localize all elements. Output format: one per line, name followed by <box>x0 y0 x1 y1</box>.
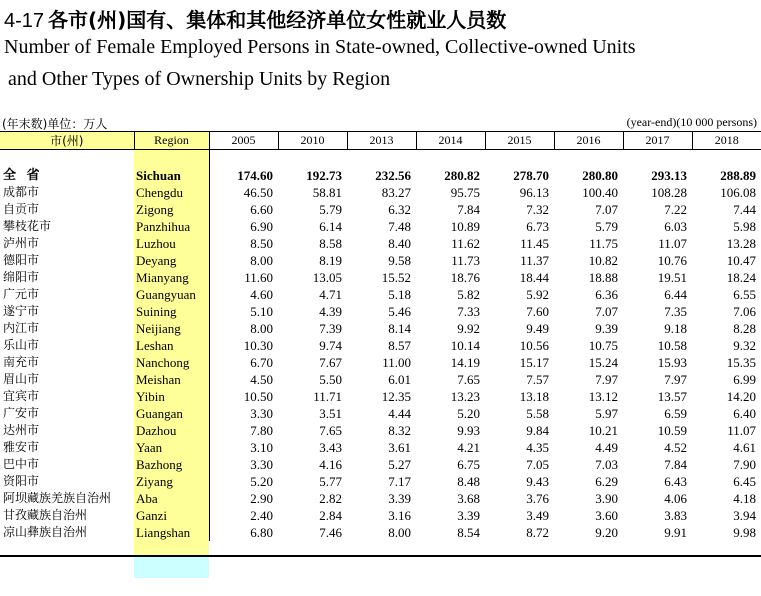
value-cell: 18.44 <box>519 270 549 285</box>
region-name-en: Leshan <box>136 338 174 353</box>
value-cell: 2.84 <box>319 508 342 523</box>
value-cell: 9.39 <box>595 321 618 336</box>
value-cell: 15.52 <box>381 270 411 285</box>
value-cell: 6.44 <box>664 287 687 302</box>
value-cell: 7.35 <box>664 304 687 319</box>
value-cell: 9.91 <box>664 525 687 540</box>
table-row <box>0 184 761 201</box>
value-cell: 3.39 <box>457 508 480 523</box>
value-cell: 18.24 <box>726 270 756 285</box>
value-cell: 7.07 <box>595 202 618 217</box>
value-cell: 4.61 <box>733 440 756 455</box>
header-region-en: Region <box>134 132 209 150</box>
value-cell: 5.97 <box>595 406 618 421</box>
value-cell: 174.60 <box>209 167 278 184</box>
value-cell: 2.40 <box>209 507 278 524</box>
region-name-en: Ganzi <box>136 508 168 523</box>
region-name-cn: 南充市 <box>3 355 40 369</box>
region-name-cn: 成都市 <box>3 185 40 199</box>
value-cell: 11.07 <box>727 423 756 438</box>
value-cell: 10.56 <box>519 338 549 353</box>
value-cell: 7.80 <box>209 422 278 439</box>
value-cell: 5.50 <box>319 372 342 387</box>
table-row <box>0 218 761 235</box>
value-cell: 6.03 <box>664 219 687 234</box>
value-cell: 4.16 <box>319 457 342 472</box>
table-number: 4-17 <box>4 10 45 32</box>
table-title-en-line2: and Other Types of Ownership Units by Region <box>8 68 391 90</box>
value-cell: 7.03 <box>595 457 618 472</box>
value-cell: 6.36 <box>595 287 618 302</box>
value-cell: 13.05 <box>312 270 342 285</box>
value-cell: 3.94 <box>733 508 756 523</box>
value-cell: 7.97 <box>664 372 687 387</box>
value-cell: 8.19 <box>319 253 342 268</box>
region-name-cn: 达州市 <box>3 423 40 437</box>
value-cell: 8.40 <box>388 236 411 251</box>
region-name-en: Luzhou <box>136 236 176 251</box>
value-cell: 7.67 <box>319 355 342 370</box>
value-cell: 5.46 <box>388 304 411 319</box>
value-cell: 3.76 <box>526 491 549 506</box>
value-cell: 10.14 <box>450 338 480 353</box>
value-cell: 9.93 <box>457 423 480 438</box>
table-row <box>0 439 761 456</box>
region-name-cn: 广安市 <box>3 406 40 420</box>
value-cell: 9.58 <box>388 253 411 268</box>
value-cell: 7.46 <box>319 525 342 540</box>
data-table <box>0 131 761 541</box>
value-cell: 10.21 <box>588 423 618 438</box>
value-cell: 4.18 <box>733 491 756 506</box>
region-name-en: Nanchong <box>136 355 190 370</box>
region-name-cn: 甘孜藏族自治州 <box>3 508 88 522</box>
value-cell: 3.68 <box>457 491 480 506</box>
region-name-en: Mianyang <box>136 270 189 285</box>
region-name-cn: 攀枝花市 <box>3 219 52 233</box>
value-cell: 9.20 <box>595 525 618 540</box>
value-cell: 5.10 <box>209 303 278 320</box>
value-cell: 5.82 <box>457 287 480 302</box>
value-cell: 4.44 <box>388 406 411 421</box>
table-row <box>0 507 761 524</box>
value-cell: 7.84 <box>664 457 687 472</box>
value-cell: 9.92 <box>457 321 480 336</box>
value-cell: 15.17 <box>519 355 549 370</box>
region-name-en: Guangan <box>136 406 183 421</box>
region-name-en: Liangshan <box>136 525 191 540</box>
value-cell: 7.57 <box>526 372 549 387</box>
value-cell: 11.45 <box>520 236 549 251</box>
value-cell: 8.54 <box>457 525 480 540</box>
value-cell: 7.65 <box>457 372 480 387</box>
value-cell: 4.49 <box>595 440 618 455</box>
region-name-cn: 广元市 <box>3 287 40 301</box>
region-name-cn: 内江市 <box>3 321 40 335</box>
value-cell: 18.88 <box>588 270 618 285</box>
value-cell: 8.32 <box>388 423 411 438</box>
header-year: 2016 <box>554 132 623 150</box>
value-cell: 6.59 <box>664 406 687 421</box>
value-cell: 6.75 <box>457 457 480 472</box>
value-cell: 14.20 <box>726 389 756 404</box>
value-cell: 18.76 <box>450 270 480 285</box>
region-name-cn: 遂宁市 <box>3 304 40 318</box>
value-cell: 9.43 <box>526 474 549 489</box>
value-cell: 7.39 <box>319 321 342 336</box>
table-row <box>0 422 761 439</box>
value-cell: 83.27 <box>381 185 411 200</box>
value-cell: 46.50 <box>209 184 278 201</box>
value-cell: 7.44 <box>733 202 756 217</box>
value-cell: 232.56 <box>375 168 411 183</box>
value-cell: 9.74 <box>319 338 342 353</box>
value-cell: 12.35 <box>381 389 411 404</box>
value-cell: 10.75 <box>588 338 618 353</box>
value-cell: 11.07 <box>658 236 687 251</box>
region-name-en: Aba <box>136 491 158 506</box>
value-cell: 96.13 <box>519 185 549 200</box>
value-cell: 10.47 <box>726 253 756 268</box>
region-name-en: Yibin <box>136 389 165 404</box>
value-cell: 8.00 <box>209 320 278 337</box>
spacer-row <box>0 150 761 168</box>
value-cell: 5.27 <box>388 457 411 472</box>
region-name-en: Chengdu <box>136 185 183 200</box>
value-cell: 11.75 <box>589 236 618 251</box>
total-row <box>0 167 761 184</box>
value-cell: 8.00 <box>209 252 278 269</box>
value-cell: 293.13 <box>651 168 687 183</box>
value-cell: 3.39 <box>388 491 411 506</box>
value-cell: 280.80 <box>582 168 618 183</box>
value-cell: 7.60 <box>526 304 549 319</box>
value-cell: 11.00 <box>382 355 411 370</box>
value-cell: 11.62 <box>451 236 480 251</box>
value-cell: 3.60 <box>595 508 618 523</box>
value-cell: 11.71 <box>313 389 342 404</box>
value-cell: 10.58 <box>657 338 687 353</box>
table-row <box>0 235 761 252</box>
unit-note-en: (year-end)(10 000 persons) <box>626 115 757 129</box>
value-cell: 106.08 <box>720 185 756 200</box>
region-name-en: Bazhong <box>136 457 183 472</box>
header-year: 2017 <box>623 132 692 150</box>
table-row <box>0 524 761 541</box>
value-cell: 11.73 <box>451 253 480 268</box>
value-cell: 8.72 <box>526 525 549 540</box>
value-cell: 4.50 <box>209 371 278 388</box>
value-cell: 6.73 <box>526 219 549 234</box>
value-cell: 7.17 <box>388 474 411 489</box>
value-cell: 7.48 <box>388 219 411 234</box>
value-cell: 8.58 <box>319 236 342 251</box>
region-name-cn: 乐山市 <box>3 338 40 352</box>
value-cell: 6.90 <box>209 218 278 235</box>
value-cell: 8.00 <box>388 525 411 540</box>
value-cell: 11.37 <box>520 253 549 268</box>
value-cell: 5.77 <box>319 474 342 489</box>
value-cell: 9.49 <box>526 321 549 336</box>
value-cell: 9.18 <box>664 321 687 336</box>
region-name-cn: 阿坝藏族羌族自治州 <box>3 491 112 505</box>
value-cell: 7.90 <box>733 457 756 472</box>
value-cell: 3.16 <box>388 508 411 523</box>
region-name-en: Ziyang <box>136 474 173 489</box>
table-row <box>0 490 761 507</box>
value-cell: 3.30 <box>209 405 278 422</box>
region-name-en: Deyang <box>136 253 177 268</box>
value-cell: 2.90 <box>209 490 278 507</box>
region-name-cn: 雅安市 <box>3 440 40 454</box>
value-cell: 4.21 <box>457 440 480 455</box>
value-cell: 4.60 <box>209 286 278 303</box>
table-row <box>0 201 761 218</box>
value-cell: 10.76 <box>657 253 687 268</box>
value-cell: 14.19 <box>450 355 480 370</box>
value-cell: 7.97 <box>595 372 618 387</box>
value-cell: 95.75 <box>450 185 480 200</box>
value-cell: 3.90 <box>595 491 618 506</box>
value-cell: 8.48 <box>457 474 480 489</box>
value-cell: 8.14 <box>388 321 411 336</box>
table-row <box>0 337 761 354</box>
region-name-cn: 泸州市 <box>3 236 40 250</box>
value-cell: 3.83 <box>664 508 687 523</box>
value-cell: 100.40 <box>582 185 618 200</box>
value-cell: 13.28 <box>726 236 756 251</box>
region-name-cn: 巴中市 <box>3 457 40 471</box>
unit-note-cn: (年末数)单位：万人 <box>2 117 108 131</box>
value-cell: 288.89 <box>720 168 756 183</box>
table-row <box>0 252 761 269</box>
region-name-cn: 自贡市 <box>3 202 40 216</box>
value-cell: 6.80 <box>209 524 278 541</box>
region-name-en: Neijiang <box>136 321 181 336</box>
value-cell: 10.89 <box>450 219 480 234</box>
value-cell: 6.43 <box>664 474 687 489</box>
header-year: 2010 <box>278 132 347 150</box>
value-cell: 6.14 <box>319 219 342 234</box>
value-cell: 5.98 <box>733 219 756 234</box>
table-row <box>0 405 761 422</box>
value-cell: 192.73 <box>306 168 342 183</box>
value-cell: 5.20 <box>457 406 480 421</box>
table-bottom-rule <box>0 555 761 557</box>
selected-cell-highlight <box>134 557 209 578</box>
header-year: 2018 <box>692 132 761 150</box>
value-cell: 278.70 <box>513 168 549 183</box>
value-cell: 5.20 <box>209 473 278 490</box>
value-cell: 7.06 <box>733 304 756 319</box>
region-name-en: Zigong <box>136 202 174 217</box>
table-row <box>0 473 761 490</box>
value-cell: 5.18 <box>388 287 411 302</box>
header-year: 2013 <box>347 132 416 150</box>
value-cell: 7.84 <box>457 202 480 217</box>
value-cell: 6.60 <box>209 201 278 218</box>
value-cell: 6.55 <box>733 287 756 302</box>
table-row <box>0 354 761 371</box>
region-name-en: Suining <box>136 304 177 319</box>
value-cell: 5.79 <box>319 202 342 217</box>
value-cell: 13.23 <box>450 389 480 404</box>
header-year: 2015 <box>485 132 554 150</box>
value-cell: 7.65 <box>319 423 342 438</box>
region-name-cn: 眉山市 <box>3 372 40 386</box>
region-name-cn: 资阳市 <box>3 474 40 488</box>
value-cell: 7.05 <box>526 457 549 472</box>
table-row <box>0 456 761 473</box>
region-name-cn: 全 省 <box>3 168 43 183</box>
header-row <box>0 132 761 150</box>
value-cell: 8.28 <box>733 321 756 336</box>
value-cell: 6.70 <box>209 354 278 371</box>
value-cell: 8.50 <box>209 235 278 252</box>
header-year: 2005 <box>209 132 278 150</box>
region-name-cn: 绵阳市 <box>3 270 40 284</box>
value-cell: 7.07 <box>595 304 618 319</box>
value-cell: 15.35 <box>726 355 756 370</box>
value-cell: 4.52 <box>664 440 687 455</box>
value-cell: 9.84 <box>526 423 549 438</box>
region-name-en: Dazhou <box>136 423 177 438</box>
value-cell: 4.06 <box>664 491 687 506</box>
value-cell: 3.49 <box>526 508 549 523</box>
value-cell: 10.30 <box>209 337 278 354</box>
value-cell: 6.40 <box>733 406 756 421</box>
region-name-en: Yaan <box>136 440 163 455</box>
value-cell: 3.10 <box>209 439 278 456</box>
value-cell: 6.01 <box>388 372 411 387</box>
value-cell: 280.82 <box>444 168 480 183</box>
table-row <box>0 371 761 388</box>
table-title-cn <box>4 4 506 33</box>
table-title-en-line1: Number of Female Employed Persons in State-owned, Collective-owned Units <box>4 36 636 58</box>
value-cell: 3.43 <box>319 440 342 455</box>
table-row <box>0 388 761 405</box>
value-cell: 7.33 <box>457 304 480 319</box>
value-cell: 6.32 <box>388 202 411 217</box>
region-name-cn: 宜宾市 <box>3 389 40 403</box>
header-region-cn: 市(州) <box>0 132 134 150</box>
value-cell: 5.79 <box>595 219 618 234</box>
value-cell: 7.32 <box>526 202 549 217</box>
value-cell: 9.32 <box>733 338 756 353</box>
value-cell: 7.22 <box>664 202 687 217</box>
value-cell: 4.39 <box>319 304 342 319</box>
value-cell: 13.18 <box>519 389 549 404</box>
value-cell: 108.28 <box>651 185 687 200</box>
table-row <box>0 320 761 337</box>
header-year: 2014 <box>416 132 485 150</box>
region-name-en: Panzhihua <box>136 219 191 234</box>
value-cell: 4.71 <box>319 287 342 302</box>
value-cell: 6.99 <box>733 372 756 387</box>
value-cell: 6.45 <box>733 474 756 489</box>
value-cell: 5.58 <box>526 406 549 421</box>
region-name-cn: 凉山彝族自治州 <box>3 525 88 539</box>
title-cn-text: 各市(州)国有、集体和其他经济单位女性就业人员数 <box>48 8 507 32</box>
region-name-en: Guangyuan <box>136 287 196 302</box>
value-cell: 15.93 <box>657 355 687 370</box>
value-cell: 3.51 <box>319 406 342 421</box>
value-cell: 6.29 <box>595 474 618 489</box>
value-cell: 13.57 <box>657 389 687 404</box>
region-name-cn: 德阳市 <box>3 253 40 267</box>
value-cell: 10.50 <box>209 388 278 405</box>
value-cell: 11.60 <box>209 269 278 286</box>
value-cell: 10.82 <box>588 253 618 268</box>
value-cell: 3.61 <box>388 440 411 455</box>
table-row <box>0 286 761 303</box>
table-row <box>0 269 761 286</box>
value-cell: 10.59 <box>657 423 687 438</box>
value-cell: 8.57 <box>388 338 411 353</box>
value-cell: 4.35 <box>526 440 549 455</box>
value-cell: 58.81 <box>312 185 342 200</box>
table-row <box>0 303 761 320</box>
region-name-en: Meishan <box>136 372 181 387</box>
value-cell: 15.24 <box>588 355 618 370</box>
value-cell: 5.92 <box>526 287 549 302</box>
value-cell: 3.30 <box>209 456 278 473</box>
region-name-en: Sichuan <box>136 168 181 183</box>
value-cell: 9.98 <box>733 525 756 540</box>
value-cell: 19.51 <box>657 270 687 285</box>
value-cell: 13.12 <box>588 389 618 404</box>
value-cell: 2.82 <box>319 491 342 506</box>
